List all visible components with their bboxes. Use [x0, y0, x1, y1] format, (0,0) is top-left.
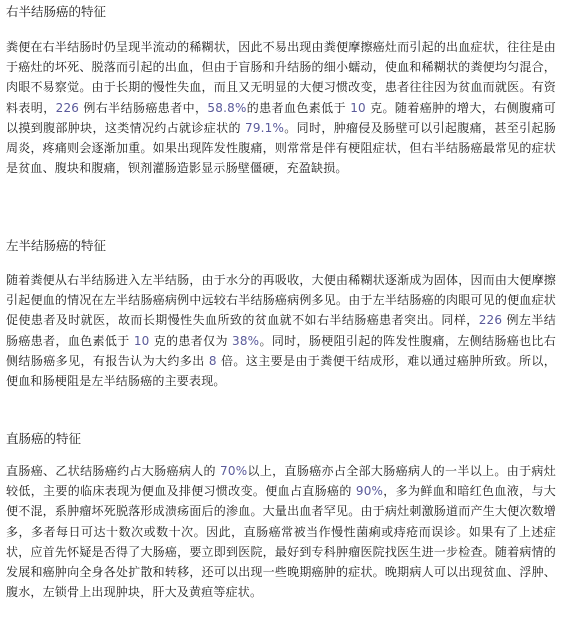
- paragraph-text: 倍。这主要是由于粪便干结成形，难以通过癌肿所致。所以，便血和肠梗阻是左半结肠癌的主要表现。: [6, 353, 557, 389]
- paragraph-text: 粪便在右半结肠时仍呈现半流动的稀糊状，因此不易出现由粪便摩擦癌灶而引起的出血症状，往往是由于癌灶的坏死、脱落而引起的出血，但由于盲肠和升结肠的细小蠕动，使血和稀糊状的粪便均匀混合，肉眼不易察觉。由于长期的慢性失血，而且又无明显的大便习惯改变，患者往往因为贫血而就医。有资料表明，: [6, 40, 556, 115]
- statistic-value: 226: [55, 100, 80, 115]
- statistic-value: 79.1%: [244, 120, 285, 135]
- statistic-value: 70%: [220, 464, 248, 478]
- paragraph-text: ，多为鲜血和暗红色血液，与大便不混，系肿瘤坏死脱落形成溃疡面后的渗血。大量出血者罕见。由于病灶刺激肠道而产生大便次数增多，多者每日可达十数次或数十次。因此，直肠癌常被当作慢性菌痢或痔疮而误诊。如果有了上述症状，应首先怀疑是否得了大肠癌，要立即到医院，最好到专科肿瘤医院找医生进一步检查。随着病情的发展和癌肿向全身各处扩散和转移，还可以出现一些晚期癌肿的症状。晚期病人可以出现贫血、浮肿、腹水，左锁骨上出现肿块，肝大及黄疸等症状。: [6, 484, 556, 600]
- paragraph-text: 随着粪便从右半结肠进入左半结肠，由于水分的再吸收，大便由稀糊状逐渐成为固体，因而由大便摩擦引起便血的情况在左半结肠癌病例中远较右半结肠癌病例多见。由于左半结肠癌的肉眼可见的便血症状促使患者及时就医，故而长期慢性失血所致的贫血就不如右半结肠癌患者突出。同样，: [6, 273, 556, 328]
- paragraph-text: 克的患者仅为: [149, 333, 233, 348]
- section-heading-left-colon: 左半结肠癌的特征: [6, 238, 107, 253]
- statistic-value: 10: [350, 100, 366, 115]
- statistic-value: 58.8%: [207, 100, 247, 115]
- section-paragraph-rectum: [6, 461, 556, 602]
- statistic-value: 8: [208, 353, 217, 368]
- section-heading-right-colon: 右半结肠癌的特征: [6, 4, 107, 19]
- paragraph-text: 克。随着癌肿的增大，右侧腹痛可以摸到腹部肿块，这类情况约占就诊症状的: [6, 100, 556, 135]
- statistic-value: 90%: [355, 484, 384, 499]
- paragraph-text: 例右半结肠癌患者中，: [79, 100, 208, 115]
- paragraph-text: 直肠癌、乙状结肠癌约占大肠癌病人的: [6, 464, 221, 478]
- paragraph-text: 的患者血色素低于: [246, 100, 351, 115]
- paragraph-text: 。同时，肿瘤侵及肠壁可以引起腹痛，甚至引起肠周炎，疼痛则会逐渐加重。如果出现阵发性腹痛，则常常是伴有梗阻症状，但右半结肠癌最常见的症状是贫血、腹块和腹痛，钡剂灌肠造影显示肠壁僵硬，充盈缺损。: [6, 120, 556, 176]
- paragraph-text: 。同时，肠梗阻引起的阵发性腹痛，左侧结肠癌也比右侧结肠癌多见，有报告认为大约多出: [6, 333, 556, 368]
- statistic-value: 226: [478, 313, 503, 328]
- statistic-value: 10: [133, 333, 150, 348]
- section-paragraph-right-colon: [6, 37, 556, 178]
- section-paragraph-left-colon: [6, 270, 556, 391]
- paragraph-text: 例左半结肠癌患者，血色素低于: [6, 313, 556, 348]
- paragraph-text: 以上，直肠癌亦占全部大肠癌病人的一半以上。由于病灶较低，主要的临床表现为便血及排便习惯改变。便血占直肠癌的: [6, 464, 556, 499]
- section-heading-rectum: 直肠癌的特征: [6, 431, 82, 446]
- statistic-value: 38%: [232, 333, 260, 348]
